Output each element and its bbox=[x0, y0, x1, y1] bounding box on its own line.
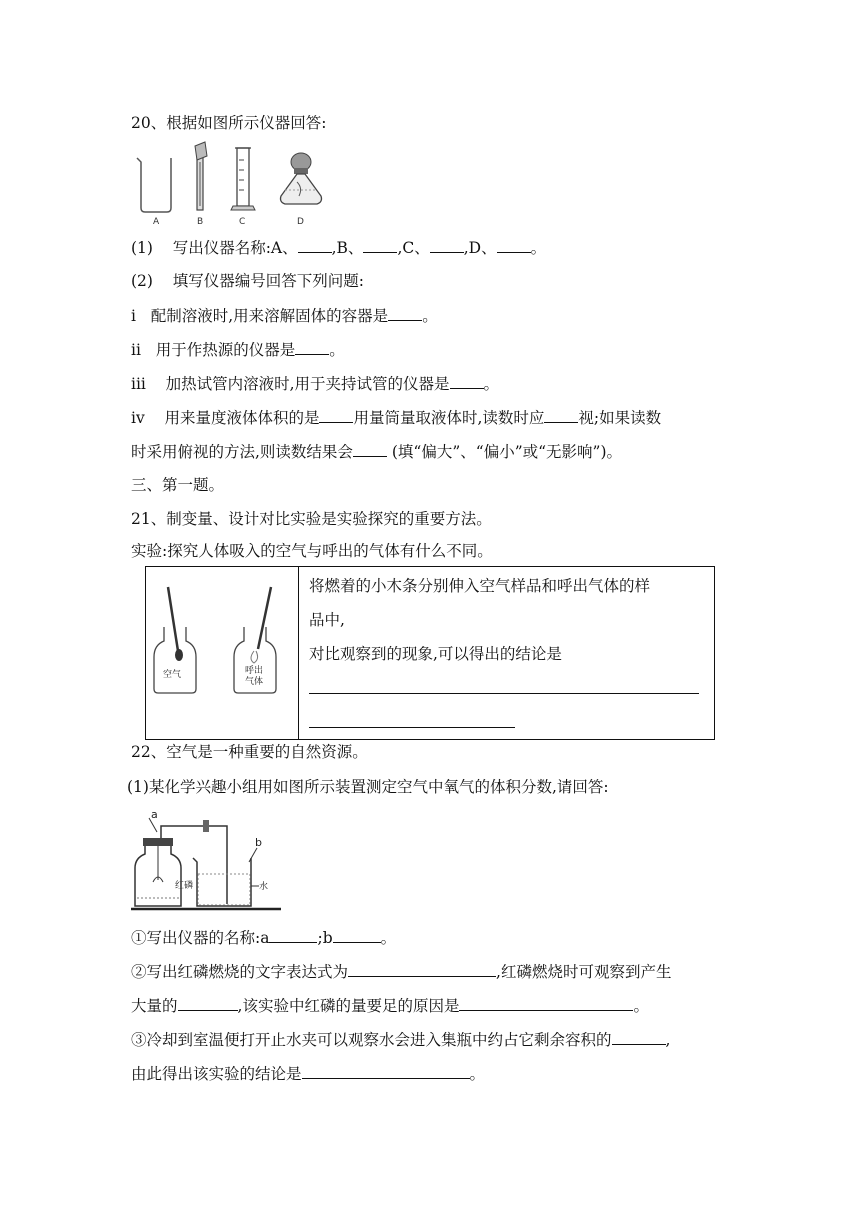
q22-apparatus-figure bbox=[131, 806, 281, 916]
blank-iv-3[interactable] bbox=[353, 440, 387, 457]
gas-jar-icon bbox=[135, 838, 181, 906]
sub1-text-a: 写出仪器名称:A、 bbox=[172, 239, 298, 257]
q22-part1: (1)某化学兴趣小组用如图所示装置测定空气中氧气的体积分数,请回答: bbox=[127, 778, 609, 796]
q20-sub1: (1) 写出仪器名称:A、 ,B、 ,C、 ,D、 。 bbox=[131, 236, 546, 259]
sub1-text-b: ,B、 bbox=[331, 239, 364, 257]
q22-q2-line2: 大量的 ,该实验中红磷的量要足的原因是 。 bbox=[131, 994, 649, 1017]
q20-iv-line2: 时采用俯视的方法,则读数结果会 (填“偏大”、“偏小”或“无影响”)。 bbox=[131, 440, 622, 463]
clamp-icon bbox=[203, 820, 209, 832]
label-d: D bbox=[297, 217, 304, 227]
bottle-exhaled-icon bbox=[234, 587, 276, 693]
q20-iv: iv 用来量度液体体积的是 用量筒量取液体时,读数时应 视;如果读数 bbox=[131, 406, 661, 429]
section-3-heading: 三、第一题。 bbox=[131, 476, 225, 494]
q22-title: 22、空气是一种重要的自然资源。 bbox=[131, 743, 368, 761]
blank-equation[interactable] bbox=[348, 960, 496, 977]
bottle1-label: 空气 bbox=[163, 670, 182, 680]
q22-q1: ①写出仪器的名称:a ;b 。 bbox=[131, 926, 396, 949]
blank-conclusion[interactable] bbox=[302, 1062, 470, 1079]
label-a: a bbox=[151, 808, 158, 821]
label-water: 水 bbox=[259, 882, 269, 892]
q20-title: 20、根据如图所示仪器回答: bbox=[131, 114, 327, 132]
blank-i[interactable] bbox=[388, 304, 422, 321]
q21-bottles-figure bbox=[146, 567, 298, 735]
beaker-icon bbox=[137, 158, 171, 212]
sub1-text-c: ,C、 bbox=[397, 239, 430, 257]
blank-iv-1[interactable] bbox=[319, 406, 353, 423]
bottle2-label-2: 气体 bbox=[245, 677, 264, 687]
blank-observation[interactable] bbox=[178, 994, 238, 1011]
q21-answer-line-1[interactable] bbox=[309, 693, 699, 694]
sub1-text-d: ,D、 bbox=[463, 239, 497, 257]
blank-ii[interactable] bbox=[295, 338, 329, 355]
q20-instruments-figure bbox=[131, 140, 331, 230]
q21-experiment: 实验:探究人体吸入的空气与呼出的气体有什么不同。 bbox=[131, 542, 493, 560]
q21-experiment-table bbox=[145, 566, 715, 740]
alcohol-lamp-icon bbox=[281, 153, 322, 204]
blank-fraction[interactable] bbox=[612, 1028, 666, 1045]
label-c: C bbox=[239, 217, 246, 227]
label-a: A bbox=[153, 217, 160, 227]
q20-iii: iii 加热试管内溶液时,用于夹持试管的仪器是 。 bbox=[131, 372, 499, 395]
sub1-prefix: (1) bbox=[131, 239, 153, 257]
blank-a[interactable] bbox=[298, 236, 332, 253]
label-phosphorus: 红磷 bbox=[175, 881, 194, 891]
blank-reason[interactable] bbox=[459, 994, 633, 1011]
blank-d[interactable] bbox=[497, 236, 531, 253]
label-b: B bbox=[197, 217, 204, 227]
q20-sub2: (2) 填写仪器编号回答下列问题: bbox=[131, 272, 364, 290]
label-b: b bbox=[255, 836, 262, 849]
beaker-water-icon bbox=[193, 858, 251, 906]
q20-i: i 配制溶液时,用来溶解固体的容器是 。 bbox=[131, 304, 438, 327]
q22-q3: ③冷却到室温便打开止水夹可以观察水会进入集瓶中约占它剩余容积的 , bbox=[131, 1028, 670, 1051]
graduated-cylinder-icon bbox=[231, 148, 255, 210]
bottle-air-icon bbox=[154, 587, 196, 693]
blank-a-name[interactable] bbox=[269, 926, 317, 943]
q21-text1: 将燃着的小木条分别伸入空气样品和呼出气体的样 bbox=[309, 577, 651, 595]
q21-title: 21、制变量、设计对比实验是实验探究的重要方法。 bbox=[131, 510, 492, 528]
q20-ii: ii 用于作热源的仪器是 。 bbox=[131, 338, 345, 361]
q21-text3: 对比观察到的现象,可以得出的结论是 bbox=[309, 645, 562, 663]
q21-text-cell bbox=[299, 567, 715, 740]
q21-figure-cell bbox=[146, 567, 299, 740]
blank-iv-2[interactable] bbox=[544, 406, 578, 423]
blank-iii[interactable] bbox=[450, 372, 484, 389]
q21-answer-line-2[interactable] bbox=[309, 727, 515, 728]
blank-b[interactable] bbox=[363, 236, 397, 253]
q21-text2: 品中, bbox=[309, 611, 345, 629]
blank-c[interactable] bbox=[430, 236, 464, 253]
blank-b-name[interactable] bbox=[333, 926, 381, 943]
q22-q3-line2: 由此得出该实验的结论是 。 bbox=[131, 1062, 485, 1085]
test-tube-holder-icon bbox=[195, 142, 207, 210]
bottle2-label-1: 呼出 bbox=[245, 666, 264, 676]
q22-q2: ②写出红磷燃烧的文字表达式为 ,红磷燃烧时可观察到产生 bbox=[131, 960, 671, 983]
